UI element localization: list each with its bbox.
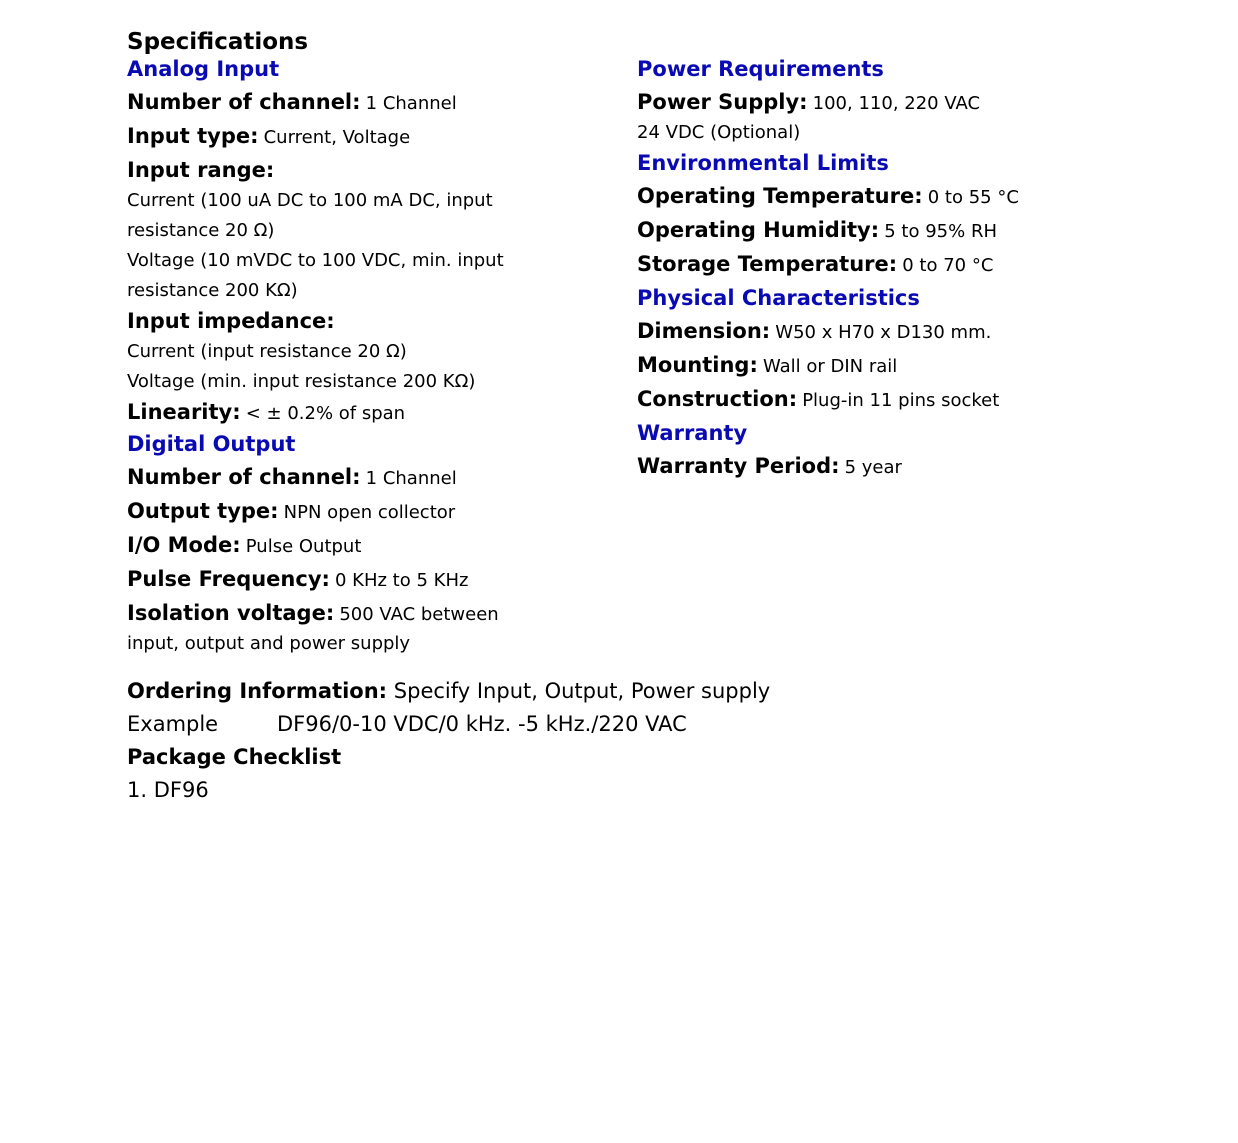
spec-value: 0 KHz to 5 KHz (335, 570, 469, 591)
spec-warranty-period (637, 453, 1197, 481)
ordering-section (127, 678, 1127, 810)
spec-label: Warranty Period: (637, 454, 840, 478)
spec-dimension (637, 318, 1197, 346)
spec-storage-temperature (637, 251, 1197, 279)
ordering-value: Specify Input, Output, Power supply (393, 679, 771, 703)
right-column (637, 56, 1197, 481)
spec-value: 5 year (844, 457, 902, 478)
section-heading-physical-characteristics: Physical Characteristics (637, 286, 920, 310)
spec-label: Power Supply: (637, 90, 808, 114)
spec-io-mode (127, 532, 597, 560)
spec-pulse-frequency (127, 566, 597, 594)
ordering-example (127, 711, 1127, 738)
spec-value: 500 VAC between (339, 604, 499, 625)
spec-sub-line: resistance 200 KΩ) (127, 280, 298, 301)
section-heading-environmental-limits: Environmental Limits (637, 151, 889, 175)
spec-value: 0 to 70 °C (902, 255, 994, 276)
spec-label: Number of channel: (127, 90, 361, 114)
spec-sub-line: resistance 20 Ω) (127, 220, 275, 241)
spec-power-supply (637, 89, 1197, 117)
spec-number-of-channel (127, 464, 597, 492)
spec-label: Operating Humidity: (637, 218, 880, 242)
spec-input-range (127, 157, 597, 185)
spec-operating-humidity (637, 217, 1197, 245)
spec-linearity (127, 399, 597, 427)
example-label: Example (127, 712, 219, 736)
spec-sub-line: input, output and power supply (127, 633, 411, 654)
spec-label: Construction: (637, 387, 798, 411)
page-title: Specifications (127, 29, 309, 55)
spec-label: Isolation voltage: (127, 601, 335, 625)
spec-label: Pulse Frequency: (127, 567, 330, 591)
section-heading-power-requirements: Power Requirements (637, 57, 884, 81)
spec-label: Output type: (127, 499, 279, 523)
spec-output-type (127, 498, 597, 526)
spec-value: < ± 0.2% of span (245, 403, 406, 424)
spec-value: Plug-in 11 pins socket (802, 390, 1000, 411)
spec-value: 1 Channel (365, 93, 457, 114)
spec-value: NPN open collector (283, 502, 456, 523)
spec-value: Wall or DIN rail (762, 356, 898, 377)
spec-sub-line: 24 VDC (Optional) (637, 122, 801, 143)
spec-value: W50 x H70 x D130 mm. (775, 322, 992, 343)
spec-input-impedance (127, 308, 597, 336)
checklist-item: 1. DF96 (127, 778, 209, 802)
spec-value: 1 Channel (365, 468, 457, 489)
spec-label: Linearity: (127, 400, 241, 424)
spec-operating-temperature (637, 183, 1197, 211)
section-heading-warranty: Warranty (637, 421, 748, 445)
spec-value: Pulse Output (245, 536, 362, 557)
spec-input-type (127, 123, 597, 151)
spec-construction (637, 386, 1197, 414)
example-value: DF96/0-10 VDC/0 kHz. -5 kHz./220 VAC (277, 712, 687, 736)
spec-number-of-channel (127, 89, 597, 117)
spec-label: Number of channel: (127, 465, 361, 489)
spec-label: Operating Temperature: (637, 184, 923, 208)
section-heading-analog-input: Analog Input (127, 57, 280, 81)
spec-label: Storage Temperature: (637, 252, 898, 276)
left-column (127, 56, 597, 659)
spec-value: 0 to 55 °C (927, 187, 1019, 208)
spec-isolation-voltage (127, 600, 597, 628)
spec-label: I/O Mode: (127, 533, 241, 557)
spec-sub-line: Voltage (10 mVDC to 100 VDC, min. input (127, 250, 504, 271)
spec-sub-line: Voltage (min. input resistance 200 KΩ) (127, 371, 476, 392)
spec-label: Input impedance: (127, 309, 335, 333)
spec-label: Mounting: (637, 353, 758, 377)
section-heading-digital-output: Digital Output (127, 432, 296, 456)
spec-value: 5 to 95% RH (884, 221, 997, 242)
package-checklist-heading: Package Checklist (127, 745, 342, 769)
spec-value: 100, 110, 220 VAC (812, 93, 981, 114)
spec-value: Current, Voltage (263, 127, 411, 148)
spec-label: Input range: (127, 158, 275, 182)
spec-sub-line: Current (input resistance 20 Ω) (127, 341, 407, 362)
spec-sub-line: Current (100 uA DC to 100 mA DC, input (127, 190, 493, 211)
spec-mounting (637, 352, 1197, 380)
ordering-information (127, 678, 1127, 705)
spec-label: Input type: (127, 124, 259, 148)
spec-label: Dimension: (637, 319, 771, 343)
ordering-label: Ordering Information: (127, 679, 388, 703)
